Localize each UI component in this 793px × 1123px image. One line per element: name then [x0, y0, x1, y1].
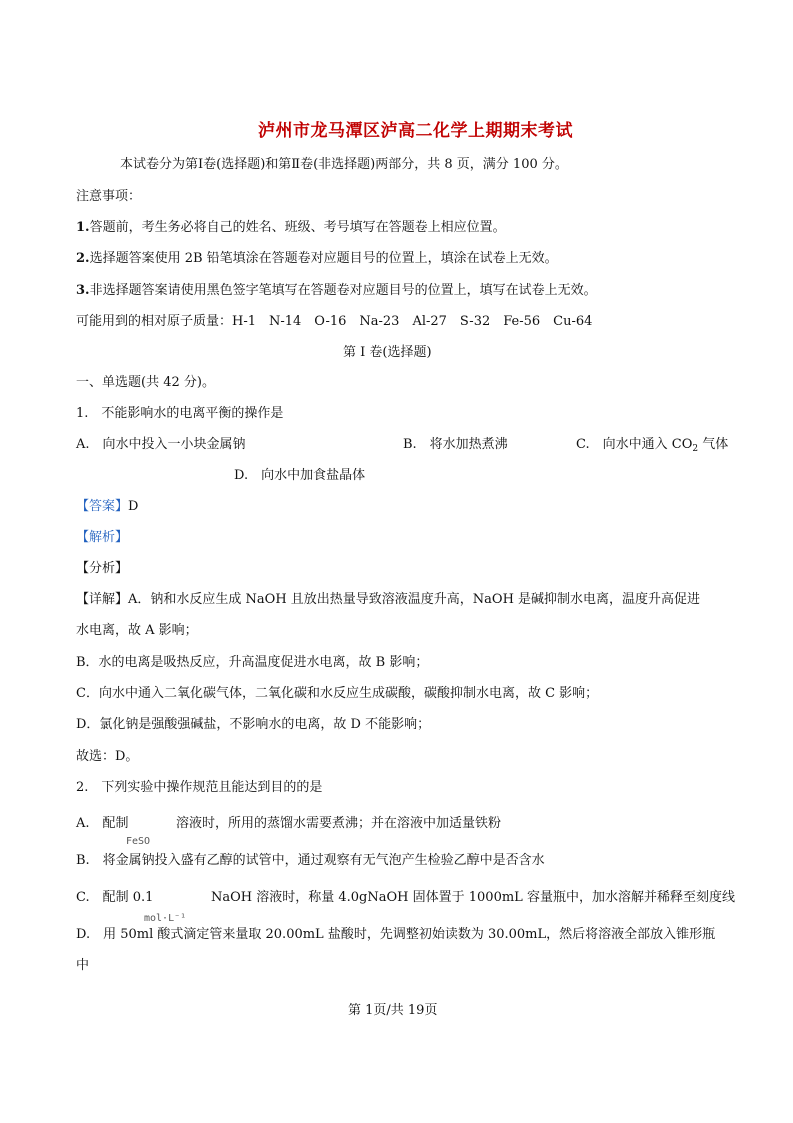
- q2-option-a-prefix: A. 配制: [76, 816, 129, 831]
- q2-option-a-suffix: 溶液时，所用的蒸馏水需要煮沸；并在溶液中加适量铁粉: [176, 816, 502, 831]
- detail-text: A．钠和水反应生成 NaOH 且放出热量导致溶液温度升高，NaOH 是碱抑制水电离，温度升高促进: [128, 592, 701, 607]
- q2-option-c-prefix: C. 配制 0.1: [76, 890, 154, 905]
- q1-option-c: [576, 437, 728, 457]
- notice-text: 答题前，考生务必将自己的姓名、班级、考号填写在答题卷上相应位置。: [89, 220, 506, 235]
- q1-option-a: A. 向水中投入一小块金属钠: [76, 437, 246, 452]
- q2-option-b: B. 将金属钠投入盛有乙醇的试管中，通过观察有无气泡产生检验乙醇中是否含水: [76, 853, 545, 868]
- part-one-heading: 一、单选题(共 42 分)。: [76, 375, 215, 390]
- exam-title: 泸州市龙马潭区泸高二化学上期期末考试: [258, 121, 573, 141]
- q2-option-d-line1: D. 用 50ml 酸式滴定管来量取 20.00mL 盐酸时，先调整初始读数为 30.00mL，然后将溶液全部放入锥形瓶: [76, 927, 716, 942]
- detail-label: 【详解】: [76, 592, 129, 607]
- notice-number: 1.: [76, 220, 90, 235]
- notice-number: 3.: [76, 283, 90, 298]
- q1-answer: [76, 499, 138, 515]
- notice-number: 2.: [76, 251, 90, 266]
- detail-line-d: D．氯化钠是强酸强碱盐，不影响水的电离，故 D 不能影响；: [76, 717, 431, 732]
- formula-mol-per-liter: mol·L⁻¹: [144, 913, 187, 924]
- answer-label: 【答案】: [76, 499, 129, 514]
- detail-line-a1: [76, 592, 700, 608]
- notice-item-2: [76, 251, 558, 267]
- section-title: 第 Ⅰ 卷(选择题): [343, 345, 432, 360]
- notice-item-1: [76, 220, 506, 236]
- detail-line-c: C．向水中通入二氧化碳气体，二氧化碳和水反应生成碳酸，碳酸抑制水电离，故 C 影响；: [76, 686, 599, 701]
- detail-line-a2: 水电离，故 A 影响；: [76, 623, 198, 638]
- fenxi-label: 【分析】: [76, 561, 129, 576]
- q1-option-b: B. 将水加热煮沸: [403, 437, 508, 452]
- q1-stem: 1. 不能影响水的电离平衡的操作是: [76, 406, 284, 421]
- notice-text: 非选择题答案请使用黑色签字笔填写在答题卷对应题目号的位置上，填写在试卷上无效。: [89, 283, 597, 298]
- page-footer: 第 1页/共 19页: [348, 1003, 438, 1018]
- q1-option-d: D. 向水中加食盐晶体: [234, 468, 366, 483]
- atomic-masses: 可能用到的相对原子质量：H-1 N-14 O-16 Na-23 Al-27 S-32 Fe-56 Cu-64: [76, 314, 593, 329]
- intro-text: 本试卷分为第Ⅰ卷(选择题)和第Ⅱ卷(非选择题)两部分，共 8 页，满分 100 分。: [120, 157, 568, 172]
- q1-option-c-suffix: 气体: [698, 437, 729, 452]
- notice-heading: 注意事项：: [76, 189, 142, 204]
- analysis-label: 【解析】: [76, 530, 129, 545]
- notice-text: 选择题答案使用 2B 铅笔填涂在答题卷对应题目号的位置上，填涂在试卷上无效。: [89, 251, 558, 266]
- q1-conclusion: 故选：D。: [76, 749, 139, 764]
- q2-option-d-line2: 中: [76, 958, 90, 973]
- q1-option-c-prefix: C. 向水中通入 CO: [576, 437, 693, 452]
- answer-value: D: [128, 499, 139, 514]
- q1-option-c-subscript: 2: [692, 444, 699, 454]
- notice-item-3: [76, 283, 597, 299]
- formula-feso4: FeSO: [126, 836, 151, 847]
- q2-stem: 2. 下列实验中操作规范且能达到目的的是: [76, 780, 323, 795]
- q2-option-c-suffix: NaOH 溶液时，称量 4.0gNaOH 固体置于 1000mL 容量瓶中，加水溶解并稀释至刻度线: [211, 890, 735, 905]
- detail-line-b: B．水的电离是吸热反应，升高温度促进水电离，故 B 影响；: [76, 655, 429, 670]
